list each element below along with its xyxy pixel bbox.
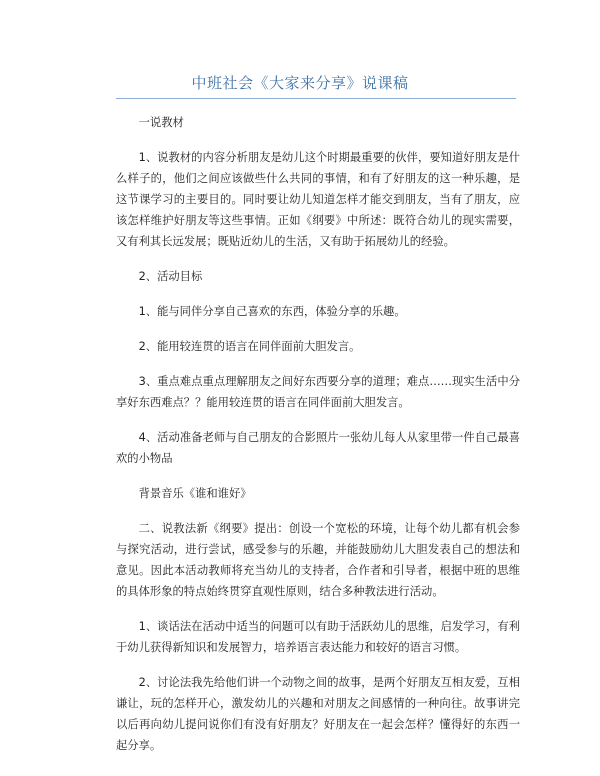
teaching-method-paragraph: 二、说教法新《纲要》提出：创设一个宽松的环境，让每个幼儿都有机会参与探究活动，进行尝试，感受参与的乐趣，并能鼓励幼儿大胆发表自己的想法和意见。因此本活动教师将充当幼儿的支持者，合作者和引导者，根据中班的思维的具体形象的特点始终贯穿直观性原则，结合多种教法进行活动。 xyxy=(116,522,520,598)
section-heading-teaching-material: 一说教材 xyxy=(138,116,184,129)
activity-preparation-paragraph: 4、活动准备老师与自己朋友的合影照片一张幼儿每人从家里带一件自己最喜欢的小物品 xyxy=(116,431,520,465)
discussion-method-paragraph: 2、讨论法我先给他们讲一个动物之间的故事，是两个好朋友互相友爱，互相谦让，玩的怎样开心，激发幼儿的兴趣和对朋友之间感情的一种向往。故事讲完以后再向幼儿提问说你们有没有好朋友？好朋友在一起会怎样？懂得好的东西一起分享。 xyxy=(116,676,520,752)
objective-item-2: 2、能用较连贯的语言在同伴面前大胆发言。 xyxy=(138,340,361,353)
conversation-method-paragraph: 1、谈话法在活动中适当的问题可以有助于活跃幼儿的思维，启发学习，有利于幼儿获得新知识和发展智力，培养语言表达能力和较好的语言习惯。 xyxy=(116,620,520,654)
paragraph-material-analysis: 1、说教材的内容分析朋友是幼儿这个时期最重要的伙伴，要知道好朋友是什么样子的，他们之间应该做些什么共同的事情，和有了好朋友的这一种乐趣，是这节课学习的主要目的。同时要让幼儿知道怎样才能交到朋友，当有了朋友，应该怎样维护好朋友等这些事情。正如《纲要》中所述：既符合幼儿的现实需要，又有利其长远发展；既贴近幼儿的生活，又有助于拓展幼儿的经验。 xyxy=(116,151,520,248)
document-title: 中班社会《大家来分享》说课稿 xyxy=(191,74,409,92)
objective-item-1: 1、能与同伴分享自己喜欢的东西，体验分享的乐趣。 xyxy=(138,305,406,318)
section-heading-objectives: 2、活动目标 xyxy=(138,270,203,283)
key-points-paragraph: 3、重点难点重点理解朋友之间好东西要分享的道理；难点……现实生活中分享好东西难点？？能用较连贯的语言在同伴面前大胆发言。 xyxy=(116,375,520,409)
title-divider xyxy=(116,98,516,99)
background-music-line: 背景音乐《谁和谁好》 xyxy=(138,487,252,500)
document-body xyxy=(116,112,520,770)
